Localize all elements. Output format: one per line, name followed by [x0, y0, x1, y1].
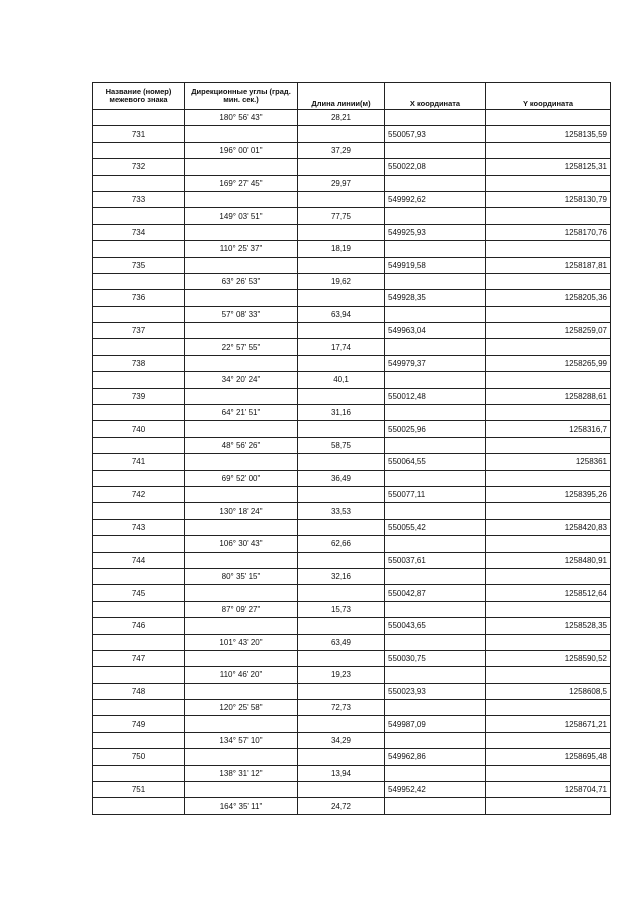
point-row — [93, 716, 611, 732]
direction-angle-cell: 101° 43' 20" — [185, 634, 298, 650]
point-row — [93, 585, 611, 601]
marker-name-cell: 738 — [93, 355, 185, 371]
y-coordinate-cell: 1258704,71 — [486, 782, 611, 798]
marker-name-cell: 732 — [93, 159, 185, 175]
direction-angle-cell: 169° 27' 45" — [185, 175, 298, 191]
marker-name-cell: 749 — [93, 716, 185, 732]
direction-angle-cell: 120° 25' 58" — [185, 700, 298, 716]
x-coordinate-cell: 550037,61 — [385, 552, 486, 568]
direction-angle-cell — [185, 421, 298, 437]
segment-row — [93, 437, 611, 453]
point-row — [93, 618, 611, 634]
line-length-cell — [298, 421, 385, 437]
line-length-cell: 62,66 — [298, 536, 385, 552]
marker-name-cell: 734 — [93, 224, 185, 240]
line-length-cell — [298, 716, 385, 732]
y-coordinate-cell: 1258590,52 — [486, 650, 611, 666]
line-length-cell — [298, 355, 385, 371]
coordinates-sheet — [92, 82, 610, 815]
segment-row — [93, 568, 611, 584]
y-coordinate-cell: 1258170,76 — [486, 224, 611, 240]
marker-name-cell: 740 — [93, 421, 185, 437]
x-coordinate-cell — [385, 536, 486, 552]
direction-angle-cell — [185, 552, 298, 568]
y-coordinate-cell — [486, 142, 611, 158]
point-row — [93, 454, 611, 470]
direction-angle-cell: 110° 46' 20" — [185, 667, 298, 683]
x-coordinate-cell: 549925,93 — [385, 224, 486, 240]
x-coordinate-cell — [385, 241, 486, 257]
y-coordinate-cell — [486, 536, 611, 552]
x-coordinate-cell — [385, 667, 486, 683]
segment-row — [93, 700, 611, 716]
line-length-cell — [298, 191, 385, 207]
line-length-cell: 72,73 — [298, 700, 385, 716]
y-coordinate-cell: 1258135,59 — [486, 126, 611, 142]
segment-row — [93, 667, 611, 683]
x-coordinate-cell: 549962,86 — [385, 749, 486, 765]
point-row — [93, 290, 611, 306]
y-coordinate-cell: 1258695,48 — [486, 749, 611, 765]
marker-name-cell — [93, 175, 185, 191]
direction-angle-cell: 64° 21' 51" — [185, 405, 298, 421]
y-coordinate-cell — [486, 175, 611, 191]
direction-angle-cell — [185, 618, 298, 634]
direction-angle-cell — [185, 290, 298, 306]
marker-name-cell — [93, 536, 185, 552]
direction-angle-cell — [185, 126, 298, 142]
marker-name-cell: 733 — [93, 191, 185, 207]
direction-angle-cell: 48° 56' 26" — [185, 437, 298, 453]
point-row — [93, 749, 611, 765]
direction-angle-cell — [185, 716, 298, 732]
line-length-cell — [298, 257, 385, 273]
y-coordinate-cell — [486, 208, 611, 224]
x-coordinate-cell: 550043,65 — [385, 618, 486, 634]
line-length-cell — [298, 323, 385, 339]
y-coordinate-cell — [486, 273, 611, 289]
x-coordinate-cell — [385, 405, 486, 421]
point-row — [93, 683, 611, 699]
y-coordinate-cell: 1258259,07 — [486, 323, 611, 339]
marker-name-cell — [93, 667, 185, 683]
y-coordinate-cell: 1258205,36 — [486, 290, 611, 306]
x-coordinate-cell: 549987,09 — [385, 716, 486, 732]
x-coordinate-cell: 550025,96 — [385, 421, 486, 437]
direction-angle-cell: 180° 56' 43" — [185, 110, 298, 126]
line-length-cell: 34,29 — [298, 732, 385, 748]
direction-angle-cell — [185, 323, 298, 339]
marker-name-cell — [93, 601, 185, 617]
y-coordinate-cell: 1258316,7 — [486, 421, 611, 437]
marker-name-cell: 737 — [93, 323, 185, 339]
line-length-cell: 29,97 — [298, 175, 385, 191]
marker-name-cell — [93, 142, 185, 158]
y-coordinate-cell — [486, 110, 611, 126]
x-coordinate-cell — [385, 273, 486, 289]
line-length-cell: 19,62 — [298, 273, 385, 289]
point-row — [93, 224, 611, 240]
y-coordinate-cell — [486, 405, 611, 421]
x-coordinate-cell: 550064,55 — [385, 454, 486, 470]
direction-angle-cell: 63° 26' 53" — [185, 273, 298, 289]
line-length-cell — [298, 552, 385, 568]
line-length-cell — [298, 782, 385, 798]
x-coordinate-cell: 550057,93 — [385, 126, 486, 142]
line-length-cell: 63,49 — [298, 634, 385, 650]
line-length-cell: 58,75 — [298, 437, 385, 453]
direction-angle-cell — [185, 159, 298, 175]
marker-name-cell — [93, 503, 185, 519]
marker-name-cell: 735 — [93, 257, 185, 273]
marker-name-cell — [93, 110, 185, 126]
x-coordinate-cell: 550042,87 — [385, 585, 486, 601]
header-name: Название (номер) межевого знака — [93, 83, 185, 110]
y-coordinate-cell: 1258361 — [486, 454, 611, 470]
line-length-cell: 13,94 — [298, 765, 385, 781]
y-coordinate-cell — [486, 470, 611, 486]
header-angle: Дирекционные углы (град. мин. сек.) — [185, 83, 298, 110]
marker-name-cell: 748 — [93, 683, 185, 699]
line-length-cell — [298, 650, 385, 666]
marker-name-cell — [93, 405, 185, 421]
marker-name-cell — [93, 437, 185, 453]
line-length-cell — [298, 749, 385, 765]
marker-name-cell — [93, 306, 185, 322]
y-coordinate-cell: 1258288,61 — [486, 388, 611, 404]
marker-name-cell — [93, 634, 185, 650]
x-coordinate-cell: 549963,04 — [385, 323, 486, 339]
line-length-cell: 28,21 — [298, 110, 385, 126]
marker-name-cell: 739 — [93, 388, 185, 404]
direction-angle-cell: 22° 57' 55" — [185, 339, 298, 355]
point-row — [93, 650, 611, 666]
y-coordinate-cell: 1258528,35 — [486, 618, 611, 634]
y-coordinate-cell: 1258671,21 — [486, 716, 611, 732]
point-row — [93, 552, 611, 568]
point-row — [93, 388, 611, 404]
line-length-cell: 24,72 — [298, 798, 385, 814]
direction-angle-cell — [185, 454, 298, 470]
x-coordinate-cell — [385, 568, 486, 584]
segment-row — [93, 765, 611, 781]
line-length-cell: 31,16 — [298, 405, 385, 421]
marker-name-cell — [93, 568, 185, 584]
line-length-cell: 63,94 — [298, 306, 385, 322]
line-length-cell: 37,29 — [298, 142, 385, 158]
direction-angle-cell: 110° 25' 37" — [185, 241, 298, 257]
segment-row — [93, 405, 611, 421]
x-coordinate-cell — [385, 306, 486, 322]
y-coordinate-cell: 1258130,79 — [486, 191, 611, 207]
x-coordinate-cell: 550030,75 — [385, 650, 486, 666]
line-length-cell — [298, 618, 385, 634]
line-length-cell — [298, 519, 385, 535]
segment-row — [93, 634, 611, 650]
direction-angle-cell — [185, 486, 298, 502]
y-coordinate-cell — [486, 634, 611, 650]
x-coordinate-cell: 550077,11 — [385, 486, 486, 502]
direction-angle-cell — [185, 650, 298, 666]
segment-row — [93, 536, 611, 552]
line-length-cell — [298, 126, 385, 142]
x-coordinate-cell — [385, 634, 486, 650]
segment-row — [93, 110, 611, 126]
marker-name-cell: 745 — [93, 585, 185, 601]
marker-name-cell — [93, 273, 185, 289]
segment-row — [93, 798, 611, 814]
x-coordinate-cell — [385, 208, 486, 224]
segment-row — [93, 142, 611, 158]
direction-angle-cell — [185, 191, 298, 207]
direction-angle-cell: 34° 20' 24" — [185, 372, 298, 388]
direction-angle-cell: 196° 00' 01" — [185, 142, 298, 158]
marker-name-cell — [93, 798, 185, 814]
x-coordinate-cell — [385, 339, 486, 355]
direction-angle-cell — [185, 388, 298, 404]
segment-row — [93, 339, 611, 355]
direction-angle-cell: 106° 30' 43" — [185, 536, 298, 552]
header-length: Длина линии(м) — [298, 83, 385, 110]
line-length-cell — [298, 388, 385, 404]
direction-angle-cell — [185, 257, 298, 273]
x-coordinate-cell: 550055,42 — [385, 519, 486, 535]
x-coordinate-cell: 550023,93 — [385, 683, 486, 699]
y-coordinate-cell: 1258265,99 — [486, 355, 611, 371]
point-row — [93, 126, 611, 142]
x-coordinate-cell — [385, 601, 486, 617]
line-length-cell: 40,1 — [298, 372, 385, 388]
point-row — [93, 159, 611, 175]
marker-name-cell: 743 — [93, 519, 185, 535]
y-coordinate-cell: 1258187,81 — [486, 257, 611, 273]
y-coordinate-cell — [486, 667, 611, 683]
y-coordinate-cell — [486, 798, 611, 814]
x-coordinate-cell — [385, 175, 486, 191]
y-coordinate-cell: 1258420,83 — [486, 519, 611, 535]
line-length-cell: 15,73 — [298, 601, 385, 617]
y-coordinate-cell: 1258480,91 — [486, 552, 611, 568]
x-coordinate-cell: 549992,62 — [385, 191, 486, 207]
direction-angle-cell: 149° 03' 51" — [185, 208, 298, 224]
point-row — [93, 486, 611, 502]
marker-name-cell — [93, 372, 185, 388]
direction-angle-cell: 134° 57' 10" — [185, 732, 298, 748]
direction-angle-cell: 87° 09' 27" — [185, 601, 298, 617]
marker-name-cell: 747 — [93, 650, 185, 666]
line-length-cell: 18,19 — [298, 241, 385, 257]
direction-angle-cell: 164° 35' 11" — [185, 798, 298, 814]
marker-name-cell — [93, 700, 185, 716]
direction-angle-cell — [185, 749, 298, 765]
marker-name-cell: 750 — [93, 749, 185, 765]
direction-angle-cell — [185, 355, 298, 371]
segment-row — [93, 273, 611, 289]
marker-name-cell — [93, 339, 185, 355]
segment-row — [93, 503, 611, 519]
segment-row — [93, 732, 611, 748]
line-length-cell — [298, 486, 385, 502]
x-coordinate-cell — [385, 798, 486, 814]
segment-row — [93, 470, 611, 486]
line-length-cell — [298, 224, 385, 240]
marker-name-cell — [93, 732, 185, 748]
y-coordinate-cell — [486, 732, 611, 748]
y-coordinate-cell — [486, 765, 611, 781]
segment-row — [93, 372, 611, 388]
line-length-cell: 77,75 — [298, 208, 385, 224]
segment-row — [93, 306, 611, 322]
marker-name-cell — [93, 470, 185, 486]
x-coordinate-cell: 550022,08 — [385, 159, 486, 175]
line-length-cell — [298, 683, 385, 699]
y-coordinate-cell — [486, 306, 611, 322]
point-row — [93, 191, 611, 207]
point-row — [93, 782, 611, 798]
x-coordinate-cell: 549952,42 — [385, 782, 486, 798]
direction-angle-cell: 57° 08' 33" — [185, 306, 298, 322]
marker-name-cell — [93, 241, 185, 257]
header-row — [93, 83, 611, 110]
y-coordinate-cell: 1258125,31 — [486, 159, 611, 175]
point-row — [93, 519, 611, 535]
x-coordinate-cell — [385, 503, 486, 519]
direction-angle-cell: 69° 52' 00" — [185, 470, 298, 486]
x-coordinate-cell: 549919,58 — [385, 257, 486, 273]
x-coordinate-cell: 550012,48 — [385, 388, 486, 404]
table-body — [93, 110, 611, 815]
y-coordinate-cell — [486, 700, 611, 716]
line-length-cell: 17,74 — [298, 339, 385, 355]
y-coordinate-cell — [486, 437, 611, 453]
direction-angle-cell — [185, 585, 298, 601]
line-length-cell: 33,53 — [298, 503, 385, 519]
marker-name-cell: 731 — [93, 126, 185, 142]
direction-angle-cell — [185, 683, 298, 699]
y-coordinate-cell — [486, 503, 611, 519]
segment-row — [93, 208, 611, 224]
y-coordinate-cell — [486, 241, 611, 257]
header-y: Y координата — [486, 83, 611, 110]
marker-name-cell: 744 — [93, 552, 185, 568]
y-coordinate-cell — [486, 601, 611, 617]
x-coordinate-cell — [385, 470, 486, 486]
segment-row — [93, 601, 611, 617]
marker-name-cell — [93, 765, 185, 781]
marker-name-cell: 736 — [93, 290, 185, 306]
marker-name-cell — [93, 208, 185, 224]
y-coordinate-cell: 1258512,64 — [486, 585, 611, 601]
y-coordinate-cell — [486, 568, 611, 584]
direction-angle-cell — [185, 782, 298, 798]
x-coordinate-cell — [385, 765, 486, 781]
point-row — [93, 257, 611, 273]
direction-angle-cell — [185, 224, 298, 240]
line-length-cell — [298, 159, 385, 175]
line-length-cell — [298, 585, 385, 601]
x-coordinate-cell — [385, 142, 486, 158]
direction-angle-cell — [185, 519, 298, 535]
marker-name-cell: 751 — [93, 782, 185, 798]
line-length-cell: 19,23 — [298, 667, 385, 683]
direction-angle-cell: 138° 31' 12" — [185, 765, 298, 781]
y-coordinate-cell — [486, 372, 611, 388]
marker-name-cell: 746 — [93, 618, 185, 634]
marker-name-cell: 742 — [93, 486, 185, 502]
line-length-cell — [298, 290, 385, 306]
direction-angle-cell: 130° 18' 24" — [185, 503, 298, 519]
x-coordinate-cell: 549928,35 — [385, 290, 486, 306]
x-coordinate-cell — [385, 732, 486, 748]
point-row — [93, 355, 611, 371]
x-coordinate-cell — [385, 700, 486, 716]
x-coordinate-cell — [385, 110, 486, 126]
y-coordinate-cell — [486, 339, 611, 355]
y-coordinate-cell: 1258395,26 — [486, 486, 611, 502]
y-coordinate-cell: 1258608,5 — [486, 683, 611, 699]
header-x: X координата — [385, 83, 486, 110]
direction-angle-cell: 80° 35' 15" — [185, 568, 298, 584]
boundary-coordinates-table — [92, 82, 611, 815]
line-length-cell: 32,16 — [298, 568, 385, 584]
point-row — [93, 421, 611, 437]
x-coordinate-cell — [385, 372, 486, 388]
point-row — [93, 323, 611, 339]
segment-row — [93, 175, 611, 191]
line-length-cell — [298, 454, 385, 470]
x-coordinate-cell: 549979,37 — [385, 355, 486, 371]
segment-row — [93, 241, 611, 257]
x-coordinate-cell — [385, 437, 486, 453]
marker-name-cell: 741 — [93, 454, 185, 470]
line-length-cell: 36,49 — [298, 470, 385, 486]
